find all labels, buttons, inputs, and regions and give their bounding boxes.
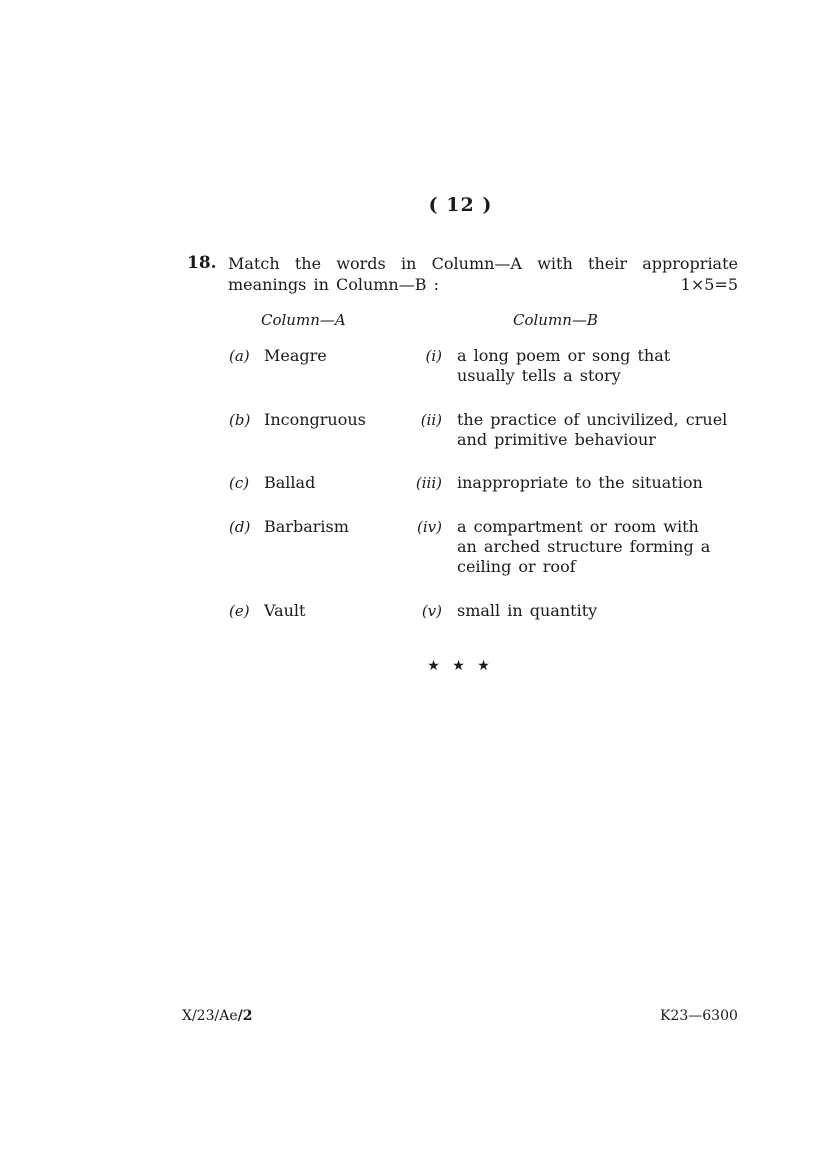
row-a-meaning-line: a long poem or song that (457, 346, 671, 365)
row-b-meaning-line: the practice of uncivilized, cruel (457, 410, 728, 429)
row-d-word: Barbarism (264, 517, 349, 536)
row-c-label: (c) (229, 474, 250, 492)
column-b-heading: Column—B (513, 311, 598, 329)
end-stars: ★ ★ ★ (427, 658, 494, 674)
question-line-2: meanings in Column—B : (228, 275, 439, 294)
page-number: ( 12 ) (428, 194, 493, 216)
row-d-meaning-line: ceiling or roof (457, 557, 576, 576)
question-line-1: Match the words in Column—A with their appropriate (228, 254, 738, 273)
row-c-meaning (457, 473, 729, 493)
row-e-word: Vault (264, 601, 306, 620)
row-a-meaning-line: usually tells a story (457, 366, 621, 385)
column-a-heading: Column—A (261, 311, 346, 329)
row-b-label: (b) (229, 411, 251, 429)
question-line-2-row (228, 274, 738, 295)
row-d-label: (d) (229, 518, 251, 536)
question-number: 18. (187, 253, 217, 273)
row-b-word: Incongruous (264, 410, 366, 429)
row-d-meaning-line: a compartment or room with (457, 517, 699, 536)
row-e-meaning (457, 601, 729, 621)
footer-paper-code (182, 1008, 252, 1024)
row-a-word: Meagre (264, 346, 327, 365)
row-d-meaning-line: an arched structure forming a (457, 537, 711, 556)
row-c-word: Ballad (264, 473, 316, 492)
row-c-meaning-label: (iii) (415, 474, 442, 492)
row-b-meaning-line: and primitive behaviour (457, 430, 656, 449)
row-e-meaning-label: (v) (421, 602, 442, 620)
row-a-meaning (457, 346, 729, 386)
row-c-meaning-line: inappropriate to the situation (457, 473, 703, 492)
footer-code-suffix: /2 (237, 1008, 253, 1024)
row-d-meaning (457, 517, 729, 577)
row-d-meaning-label: (iv) (417, 518, 442, 536)
row-e-label: (e) (229, 602, 250, 620)
question-text (228, 253, 738, 295)
footer-code-prefix: X/23/Ae (182, 1008, 238, 1024)
question-marks: 1×5=5 (680, 275, 738, 294)
row-e-meaning-line: small in quantity (457, 601, 598, 620)
row-a-label: (a) (229, 347, 250, 365)
footer-print-code: K23—6300 (660, 1008, 738, 1024)
row-a-meaning-label: (i) (425, 347, 442, 365)
row-b-meaning-label: (ii) (420, 411, 442, 429)
row-b-meaning (457, 410, 729, 450)
